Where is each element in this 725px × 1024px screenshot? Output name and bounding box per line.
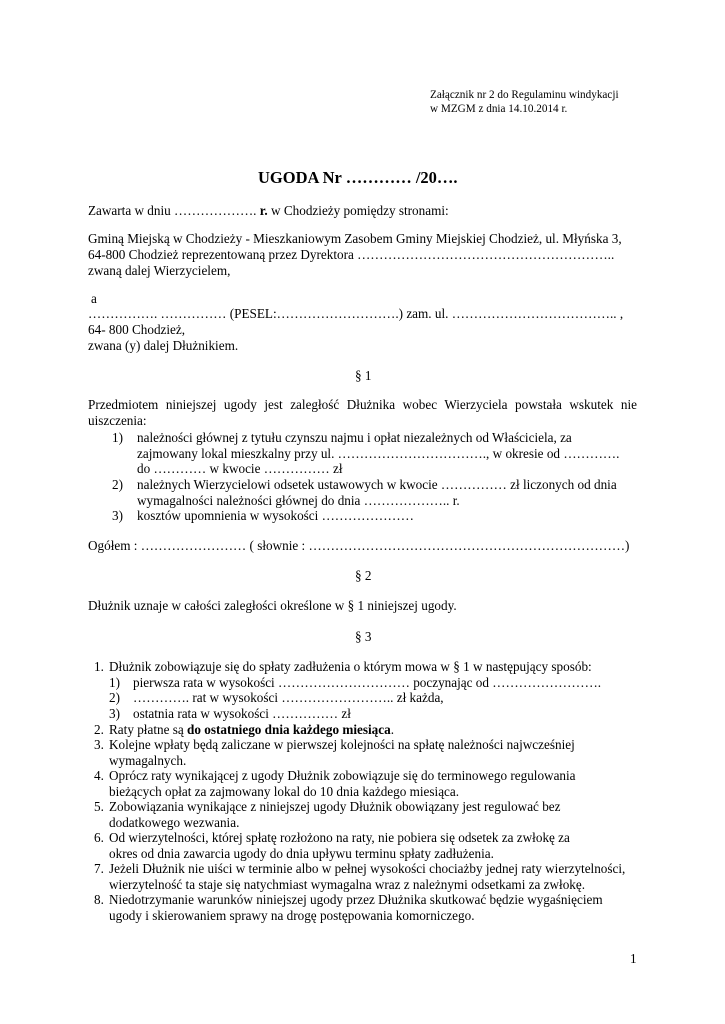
s3-point-6-line-2: okres od dnia zawarcia ugody do dnia upływu terminu spłaty zadłużenia. xyxy=(109,846,494,861)
annex-line-2: w MZGM z dnia 14.10.2014 r. xyxy=(430,103,568,115)
s3-point-8-number: 8. xyxy=(94,892,104,907)
concluded-line xyxy=(88,203,449,219)
section-3-heading: § 3 xyxy=(355,629,372,644)
s3-point-7-number: 7. xyxy=(94,861,104,876)
creditor-line-1: Gminą Miejską w Chodzieży - Mieszkaniowym Zasobem Gminy Miejskiej Chodzież, ul. Młyńska 3, xyxy=(88,231,622,246)
s3-point-5-number: 5. xyxy=(94,799,104,814)
document-title: UGODA Nr ………… /20…. xyxy=(258,168,458,187)
s3-sub-3-text: ostatnia rata w wysokości …………… zł xyxy=(133,706,351,721)
s3-point-8-line-2: ugody i skierowaniem sprawy na drogę postępowania komorniczego. xyxy=(109,908,475,923)
s3-point-1-text: Dłużnik zobowiązuje się do spłaty zadłużenia o którym mowa w § 1 w następujący sposób: xyxy=(109,659,592,674)
s1-item-1-number: 1) xyxy=(112,430,123,445)
concluded-prefix: Zawarta w dniu ………………. xyxy=(88,203,260,218)
s3-sub-2-number: 2) xyxy=(109,690,120,705)
annex-line-1: Załącznik nr 2 do Regulaminu windykacji xyxy=(430,89,619,101)
s3-point-4-line-1: Oprócz raty wynikającej z ugody Dłużnik zobowiązuje się do terminowego regulowania xyxy=(109,768,576,783)
debtor-line-3: zwana (y) dalej Dłużnikiem. xyxy=(88,338,239,353)
s3-sub-3-number: 3) xyxy=(109,706,120,721)
s3-point-7-line-2: wierzytelność ta staje się natychmiast wymagalna wraz z należnymi odsetkami za zwłokę. xyxy=(109,877,586,892)
section-1-heading: § 1 xyxy=(355,368,372,383)
s3-point-3-number: 3. xyxy=(94,737,104,752)
creditor-line-2: 64-800 Chodzież reprezentowaną przez Dyrektora ………………………………………………….. xyxy=(88,247,615,262)
s1-item-1-line-3: do ………… w kwocie …………… zł xyxy=(137,461,343,476)
concluded-suffix: w Chodzieży pomiędzy stronami: xyxy=(267,203,449,218)
s3-point-4-line-2: bieżących opłat za zajmowany lokal do 10 dnia każdego miesiąca. xyxy=(109,784,460,799)
section-2-heading: § 2 xyxy=(355,568,372,583)
s3-point-5-line-1: Zobowiązania wynikające z niniejszej ugody Dłużnik obowiązany jest regulować bez xyxy=(109,799,561,814)
page-number: 1 xyxy=(630,951,637,966)
s3-point-7-line-1: Jeżeli Dłużnik nie uiści w terminie albo w pełnej wysokości chociażby jednej raty wierzytelności, xyxy=(109,861,626,876)
s3-sub-2-text: …………. rat w wysokości …………………….. zł każda, xyxy=(133,690,444,705)
s3-point-2-text xyxy=(109,722,394,738)
s1-item-1-line-2: zajmowany lokal mieszkalny przy ul. ……………………………., w okresie od …………. xyxy=(137,446,620,461)
s3-point-3-line-1: Kolejne wpłaty będą zaliczane w pierwszej kolejności na spłatę należności najwcześniej xyxy=(109,737,575,752)
and-word: a xyxy=(91,291,97,306)
s1-item-3-number: 3) xyxy=(112,508,123,523)
s1-item-2-line-1: należnych Wierzycielowi odsetek ustawowych w kwocie …………… zł liczonych od dnia xyxy=(137,477,617,492)
s3-point-8-line-1: Niedotrzymanie warunków niniejszej ugody przez Dłużnika skutkować będzie wygaśnięciem xyxy=(109,892,603,907)
s3-point-5-line-2: dodatkowego wezwania. xyxy=(109,815,240,830)
s1-item-2-number: 2) xyxy=(112,477,123,492)
s1-item-2-line-2: wymagalności należności głównej do dnia ……………….. r. xyxy=(137,493,460,508)
s1-item-3-line-1: kosztów upomnienia w wysokości ………………… xyxy=(137,508,414,523)
s3-point-2-prefix: Raty płatne są xyxy=(109,722,188,737)
concluded-bold: r. xyxy=(259,203,268,218)
total-line: Ogółem : …………………… ( słownie : ………………………………………………………………) xyxy=(88,538,630,553)
s3-sub-1-number: 1) xyxy=(109,675,120,690)
s3-sub-1-text: pierwsza rata w wysokości ………………………… poczynając od ……………………. xyxy=(133,675,602,690)
s3-point-2-number: 2. xyxy=(94,722,104,737)
section-1-text: Przedmiotem niniejszej ugody jest zaległość Dłużnika wobec Wierzyciela powstała wskutek nie uiszczenia: xyxy=(88,397,637,428)
s3-point-6-number: 6. xyxy=(94,830,104,845)
debtor-line-1: ……………. …………… (PESEL:……………………….) zam. ul. ……………………………….. , xyxy=(88,306,624,321)
s3-point-3-line-2: wymagalnych. xyxy=(109,753,187,768)
s3-point-6-line-1: Od wierzytelności, której spłatę rozłożono na raty, nie pobiera się odsetek za zwłokę za xyxy=(109,830,570,845)
s3-point-4-number: 4. xyxy=(94,768,104,783)
creditor-line-3: zwaną dalej Wierzycielem, xyxy=(88,263,231,278)
section-2-text: Dłużnik uznaje w całości zaległości określone w § 1 niniejszej ugody. xyxy=(88,598,457,613)
s3-point-2-bold: do ostatniego dnia każdego miesiąca xyxy=(187,722,391,737)
s3-point-1-number: 1. xyxy=(94,659,104,674)
s3-point-2-suffix: . xyxy=(390,722,394,737)
debtor-line-2: 64- 800 Chodzież, xyxy=(88,322,186,337)
s1-item-1-line-1: należności głównej z tytułu czynszu najmu i opłat niezależnych od Właściciela, za xyxy=(137,430,572,445)
